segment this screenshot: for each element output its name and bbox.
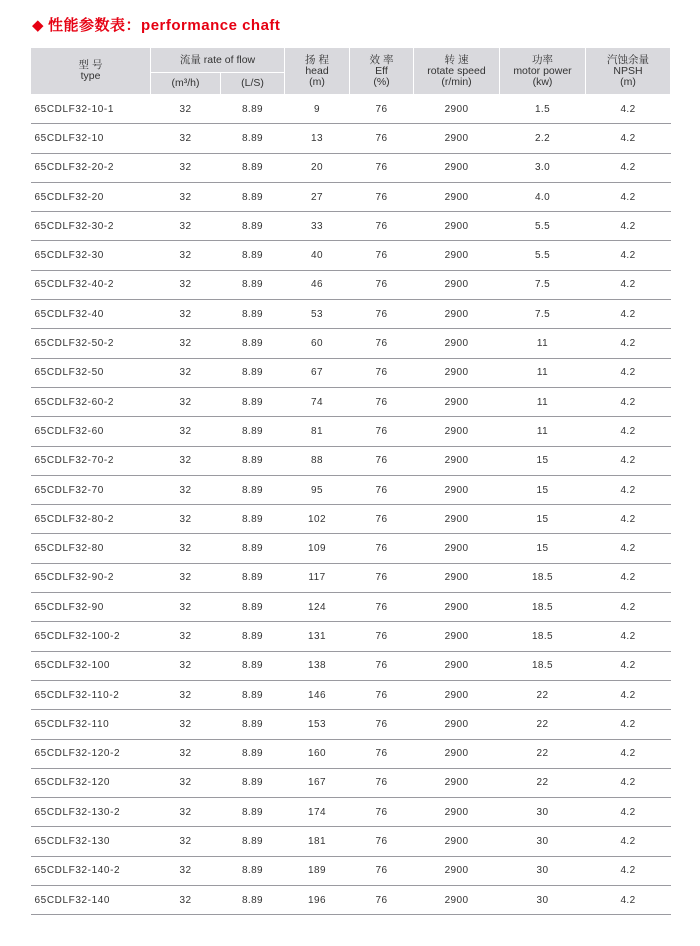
cell-npsh: 4.2	[586, 563, 671, 592]
cell-speed: 2900	[414, 300, 500, 329]
cell-model: 65CDLF32-80-2	[31, 505, 151, 534]
cell-speed: 2900	[414, 827, 500, 856]
cell-flow-m3h: 32	[151, 739, 221, 768]
header-npsh: 汽蚀余量 NPSH (m)	[586, 48, 671, 95]
cell-power: 18.5	[500, 563, 586, 592]
cell-model: 65CDLF32-40	[31, 300, 151, 329]
table-row	[31, 505, 671, 534]
table-row	[31, 798, 671, 827]
cell-power: 11	[500, 387, 586, 416]
cell-model: 65CDLF32-100-2	[31, 622, 151, 651]
page-title	[32, 14, 280, 35]
cell-npsh: 4.2	[586, 534, 671, 563]
cell-head: 167	[285, 768, 350, 797]
cell-eff: 76	[350, 270, 414, 299]
cell-eff: 76	[350, 680, 414, 709]
cell-flow-ls: 8.89	[221, 95, 285, 124]
cell-flow-m3h: 32	[151, 241, 221, 270]
page-title-text: 性能参数表：performance chaft	[48, 17, 281, 34]
cell-npsh: 4.2	[586, 300, 671, 329]
cell-speed: 2900	[414, 182, 500, 211]
table-row	[31, 124, 671, 153]
table-row	[31, 768, 671, 797]
table-row	[31, 300, 671, 329]
cell-speed: 2900	[414, 241, 500, 270]
cell-head: 117	[285, 563, 350, 592]
header-row-1	[31, 48, 671, 73]
cell-flow-m3h: 32	[151, 417, 221, 446]
cell-eff: 76	[350, 768, 414, 797]
header-head: 扬 程 head (m)	[285, 48, 350, 95]
header-eff: 效 率 Eff (%)	[350, 48, 414, 95]
table-row	[31, 710, 671, 739]
table-row	[31, 417, 671, 446]
cell-flow-ls: 8.89	[221, 475, 285, 504]
cell-speed: 2900	[414, 153, 500, 182]
cell-flow-ls: 8.89	[221, 886, 285, 915]
cell-flow-m3h: 32	[151, 300, 221, 329]
cell-power: 11	[500, 329, 586, 358]
cell-flow-m3h: 32	[151, 680, 221, 709]
cell-flow-m3h: 32	[151, 886, 221, 915]
cell-speed: 2900	[414, 680, 500, 709]
cell-model: 65CDLF32-60	[31, 417, 151, 446]
table-row	[31, 886, 671, 915]
cell-npsh: 4.2	[586, 153, 671, 182]
cell-flow-ls: 8.89	[221, 622, 285, 651]
cell-speed: 2900	[414, 622, 500, 651]
table-row	[31, 387, 671, 416]
cell-head: 138	[285, 651, 350, 680]
cell-speed: 2900	[414, 475, 500, 504]
cell-eff: 76	[350, 212, 414, 241]
cell-power: 15	[500, 446, 586, 475]
cell-model: 65CDLF32-40-2	[31, 270, 151, 299]
table-row	[31, 651, 671, 680]
cell-eff: 76	[350, 446, 414, 475]
cell-power: 30	[500, 856, 586, 885]
cell-flow-m3h: 32	[151, 710, 221, 739]
cell-npsh: 4.2	[586, 241, 671, 270]
cell-model: 65CDLF32-90-2	[31, 563, 151, 592]
table-row	[31, 270, 671, 299]
cell-flow-ls: 8.89	[221, 534, 285, 563]
table-row	[31, 212, 671, 241]
cell-power: 11	[500, 358, 586, 387]
cell-npsh: 4.2	[586, 95, 671, 124]
cell-flow-ls: 8.89	[221, 768, 285, 797]
cell-flow-ls: 8.89	[221, 446, 285, 475]
cell-power: 22	[500, 710, 586, 739]
cell-eff: 76	[350, 95, 414, 124]
cell-eff: 76	[350, 827, 414, 856]
cell-eff: 76	[350, 387, 414, 416]
cell-head: 33	[285, 212, 350, 241]
cell-speed: 2900	[414, 270, 500, 299]
table-row	[31, 153, 671, 182]
table-row	[31, 95, 671, 124]
cell-model: 65CDLF32-70-2	[31, 446, 151, 475]
cell-flow-m3h: 32	[151, 124, 221, 153]
table-row	[31, 563, 671, 592]
cell-flow-m3h: 32	[151, 505, 221, 534]
table-row	[31, 593, 671, 622]
cell-head: 153	[285, 710, 350, 739]
cell-power: 18.5	[500, 651, 586, 680]
cell-speed: 2900	[414, 563, 500, 592]
cell-npsh: 4.2	[586, 270, 671, 299]
cell-flow-m3h: 32	[151, 475, 221, 504]
cell-power: 30	[500, 827, 586, 856]
cell-flow-m3h: 32	[151, 182, 221, 211]
cell-npsh: 4.2	[586, 768, 671, 797]
cell-speed: 2900	[414, 95, 500, 124]
cell-flow-m3h: 32	[151, 856, 221, 885]
cell-flow-ls: 8.89	[221, 739, 285, 768]
cell-flow-m3h: 32	[151, 329, 221, 358]
cell-speed: 2900	[414, 739, 500, 768]
cell-flow-m3h: 32	[151, 358, 221, 387]
cell-model: 65CDLF32-140	[31, 886, 151, 915]
cell-speed: 2900	[414, 387, 500, 416]
header-flow-ls: (L/S)	[221, 73, 285, 95]
cell-flow-ls: 8.89	[221, 593, 285, 622]
cell-flow-ls: 8.89	[221, 651, 285, 680]
cell-npsh: 4.2	[586, 622, 671, 651]
cell-head: 81	[285, 417, 350, 446]
cell-eff: 76	[350, 886, 414, 915]
cell-eff: 76	[350, 710, 414, 739]
cell-head: 9	[285, 95, 350, 124]
cell-head: 160	[285, 739, 350, 768]
header-speed: 转 速 rotate speed (r/min)	[414, 48, 500, 95]
cell-model: 65CDLF32-130-2	[31, 798, 151, 827]
cell-eff: 76	[350, 417, 414, 446]
cell-head: 20	[285, 153, 350, 182]
table-body	[31, 95, 671, 915]
cell-npsh: 4.2	[586, 417, 671, 446]
cell-speed: 2900	[414, 505, 500, 534]
cell-power: 1.5	[500, 95, 586, 124]
cell-speed: 2900	[414, 593, 500, 622]
cell-head: 189	[285, 856, 350, 885]
cell-power: 22	[500, 680, 586, 709]
cell-speed: 2900	[414, 417, 500, 446]
cell-speed: 2900	[414, 212, 500, 241]
header-model: 型 号 type	[31, 48, 151, 95]
cell-speed: 2900	[414, 856, 500, 885]
cell-flow-ls: 8.89	[221, 270, 285, 299]
cell-npsh: 4.2	[586, 505, 671, 534]
cell-speed: 2900	[414, 534, 500, 563]
cell-npsh: 4.2	[586, 124, 671, 153]
cell-flow-m3h: 32	[151, 270, 221, 299]
cell-npsh: 4.2	[586, 651, 671, 680]
table-row	[31, 680, 671, 709]
cell-speed: 2900	[414, 358, 500, 387]
cell-flow-m3h: 32	[151, 768, 221, 797]
cell-npsh: 4.2	[586, 212, 671, 241]
cell-head: 124	[285, 593, 350, 622]
cell-head: 196	[285, 886, 350, 915]
table-row	[31, 329, 671, 358]
cell-npsh: 4.2	[586, 593, 671, 622]
cell-eff: 76	[350, 153, 414, 182]
cell-flow-ls: 8.89	[221, 417, 285, 446]
cell-model: 65CDLF32-60-2	[31, 387, 151, 416]
table-row	[31, 622, 671, 651]
cell-flow-ls: 8.89	[221, 358, 285, 387]
cell-model: 65CDLF32-10-1	[31, 95, 151, 124]
cell-model: 65CDLF32-120-2	[31, 739, 151, 768]
cell-model: 65CDLF32-70	[31, 475, 151, 504]
cell-power: 18.5	[500, 593, 586, 622]
cell-flow-m3h: 32	[151, 534, 221, 563]
cell-power: 15	[500, 475, 586, 504]
cell-power: 2.2	[500, 124, 586, 153]
cell-model: 65CDLF32-120	[31, 768, 151, 797]
cell-npsh: 4.2	[586, 182, 671, 211]
cell-head: 74	[285, 387, 350, 416]
cell-model: 65CDLF32-80	[31, 534, 151, 563]
cell-head: 53	[285, 300, 350, 329]
cell-npsh: 4.2	[586, 827, 671, 856]
cell-model: 65CDLF32-10	[31, 124, 151, 153]
cell-flow-m3h: 32	[151, 212, 221, 241]
cell-npsh: 4.2	[586, 475, 671, 504]
cell-eff: 76	[350, 534, 414, 563]
cell-flow-ls: 8.89	[221, 241, 285, 270]
cell-flow-m3h: 32	[151, 563, 221, 592]
cell-eff: 76	[350, 622, 414, 651]
cell-model: 65CDLF32-140-2	[31, 856, 151, 885]
cell-eff: 76	[350, 856, 414, 885]
cell-eff: 76	[350, 593, 414, 622]
cell-eff: 76	[350, 651, 414, 680]
cell-power: 4.0	[500, 182, 586, 211]
cell-flow-m3h: 32	[151, 622, 221, 651]
cell-flow-m3h: 32	[151, 446, 221, 475]
cell-npsh: 4.2	[586, 329, 671, 358]
cell-head: 146	[285, 680, 350, 709]
cell-power: 30	[500, 798, 586, 827]
cell-npsh: 4.2	[586, 446, 671, 475]
cell-power: 5.5	[500, 241, 586, 270]
cell-power: 22	[500, 768, 586, 797]
cell-flow-m3h: 32	[151, 827, 221, 856]
cell-npsh: 4.2	[586, 710, 671, 739]
cell-speed: 2900	[414, 710, 500, 739]
cell-flow-m3h: 32	[151, 593, 221, 622]
diamond-icon: ◆	[32, 17, 45, 34]
cell-head: 102	[285, 505, 350, 534]
cell-flow-ls: 8.89	[221, 505, 285, 534]
performance-table	[30, 47, 671, 915]
cell-speed: 2900	[414, 886, 500, 915]
cell-head: 88	[285, 446, 350, 475]
cell-power: 7.5	[500, 270, 586, 299]
cell-npsh: 4.2	[586, 387, 671, 416]
cell-npsh: 4.2	[586, 358, 671, 387]
cell-flow-ls: 8.89	[221, 563, 285, 592]
cell-model: 65CDLF32-50	[31, 358, 151, 387]
cell-eff: 76	[350, 300, 414, 329]
cell-flow-ls: 8.89	[221, 710, 285, 739]
cell-flow-ls: 8.89	[221, 387, 285, 416]
header-flow: 流量 rate of flow	[151, 48, 285, 73]
cell-power: 15	[500, 505, 586, 534]
cell-power: 15	[500, 534, 586, 563]
cell-flow-ls: 8.89	[221, 827, 285, 856]
cell-head: 174	[285, 798, 350, 827]
cell-head: 181	[285, 827, 350, 856]
cell-eff: 76	[350, 475, 414, 504]
cell-power: 22	[500, 739, 586, 768]
cell-eff: 76	[350, 241, 414, 270]
cell-model: 65CDLF32-50-2	[31, 329, 151, 358]
cell-head: 60	[285, 329, 350, 358]
cell-eff: 76	[350, 124, 414, 153]
cell-power: 30	[500, 886, 586, 915]
cell-flow-ls: 8.89	[221, 798, 285, 827]
cell-flow-ls: 8.89	[221, 300, 285, 329]
cell-model: 65CDLF32-100	[31, 651, 151, 680]
cell-model: 65CDLF32-20	[31, 182, 151, 211]
cell-power: 3.0	[500, 153, 586, 182]
cell-flow-ls: 8.89	[221, 182, 285, 211]
cell-model: 65CDLF32-130	[31, 827, 151, 856]
cell-flow-m3h: 32	[151, 387, 221, 416]
cell-power: 11	[500, 417, 586, 446]
cell-eff: 76	[350, 329, 414, 358]
cell-eff: 76	[350, 358, 414, 387]
cell-npsh: 4.2	[586, 856, 671, 885]
cell-power: 18.5	[500, 622, 586, 651]
table-row	[31, 739, 671, 768]
cell-model: 65CDLF32-110	[31, 710, 151, 739]
cell-power: 5.5	[500, 212, 586, 241]
cell-flow-ls: 8.89	[221, 212, 285, 241]
cell-npsh: 4.2	[586, 798, 671, 827]
cell-speed: 2900	[414, 446, 500, 475]
cell-flow-ls: 8.89	[221, 856, 285, 885]
cell-flow-m3h: 32	[151, 798, 221, 827]
cell-eff: 76	[350, 182, 414, 211]
cell-head: 131	[285, 622, 350, 651]
cell-model: 65CDLF32-110-2	[31, 680, 151, 709]
table-row	[31, 446, 671, 475]
cell-speed: 2900	[414, 768, 500, 797]
table-row	[31, 534, 671, 563]
header-power: 功率 motor power (kw)	[500, 48, 586, 95]
cell-head: 46	[285, 270, 350, 299]
cell-speed: 2900	[414, 798, 500, 827]
cell-speed: 2900	[414, 329, 500, 358]
table-row	[31, 358, 671, 387]
cell-npsh: 4.2	[586, 739, 671, 768]
cell-power: 7.5	[500, 300, 586, 329]
cell-flow-m3h: 32	[151, 95, 221, 124]
cell-npsh: 4.2	[586, 886, 671, 915]
table-row	[31, 182, 671, 211]
table-row	[31, 856, 671, 885]
cell-model: 65CDLF32-90	[31, 593, 151, 622]
table-row	[31, 241, 671, 270]
cell-eff: 76	[350, 505, 414, 534]
cell-model: 65CDLF32-30	[31, 241, 151, 270]
cell-flow-ls: 8.89	[221, 329, 285, 358]
cell-model: 65CDLF32-20-2	[31, 153, 151, 182]
cell-eff: 76	[350, 798, 414, 827]
cell-head: 27	[285, 182, 350, 211]
cell-head: 109	[285, 534, 350, 563]
cell-flow-ls: 8.89	[221, 680, 285, 709]
cell-speed: 2900	[414, 651, 500, 680]
cell-head: 13	[285, 124, 350, 153]
cell-head: 95	[285, 475, 350, 504]
cell-flow-m3h: 32	[151, 153, 221, 182]
cell-eff: 76	[350, 739, 414, 768]
cell-eff: 76	[350, 563, 414, 592]
cell-head: 67	[285, 358, 350, 387]
cell-flow-ls: 8.89	[221, 153, 285, 182]
cell-npsh: 4.2	[586, 680, 671, 709]
cell-speed: 2900	[414, 124, 500, 153]
cell-flow-ls: 8.89	[221, 124, 285, 153]
header-flow-m3h: (m³/h)	[151, 73, 221, 95]
cell-model: 65CDLF32-30-2	[31, 212, 151, 241]
cell-flow-m3h: 32	[151, 651, 221, 680]
table-row	[31, 827, 671, 856]
cell-head: 40	[285, 241, 350, 270]
table-row	[31, 475, 671, 504]
